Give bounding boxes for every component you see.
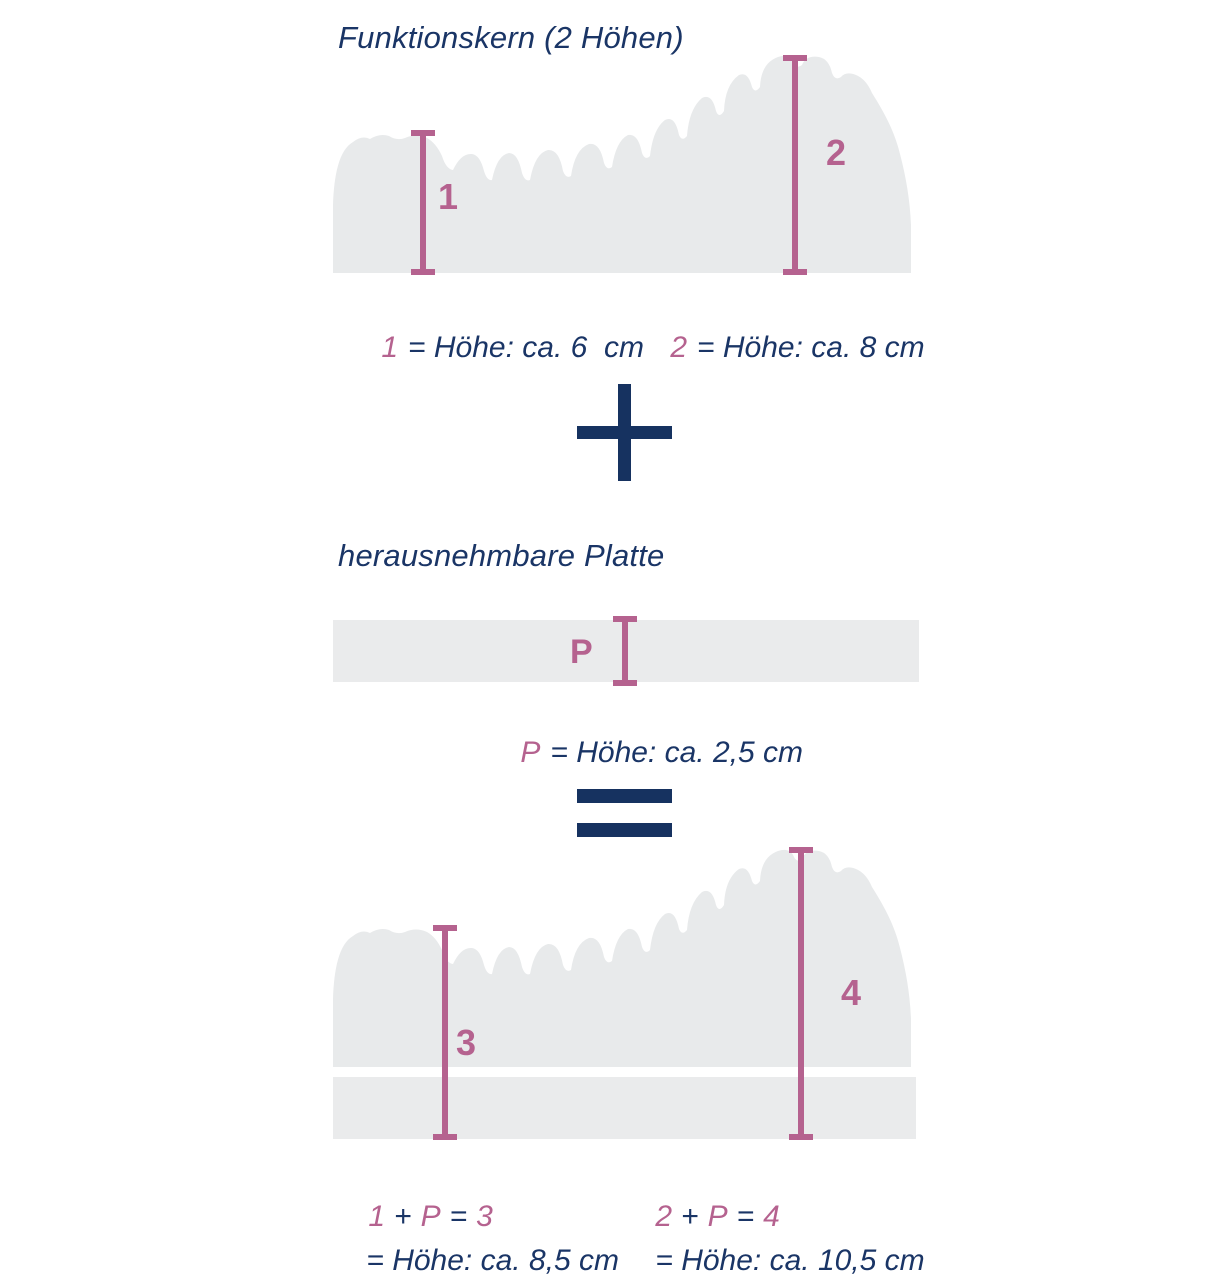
measurement-line-3 [433,925,457,1140]
result-height-2-text: = Höhe: ca. 10,5 cm [655,1244,925,1277]
pillow-result-shape [333,844,913,1067]
result-height-1-text: = Höhe: ca. 8,5 cm [366,1244,619,1277]
caption-height-p-text: = Höhe: ca. 2,5 cm [550,736,803,769]
equation-1-plus: + [394,1200,412,1233]
plate-section-title: herausnehmbare Platte [338,538,665,573]
plate-result-shape [333,1077,916,1139]
measurement-label-3: 3 [456,1022,477,1063]
result-height-2 [622,1210,925,1280]
measurement-line-2 [783,55,807,275]
caption-height-1-text: = Höhe: ca. 6 cm [408,331,644,364]
caption-height-2-text: = Höhe: ca. 8 cm [697,331,925,364]
result-height-1 [333,1210,619,1280]
equation-1-term-b: P [420,1200,441,1233]
equation-2-term-b: P [707,1200,728,1233]
core-section-title: Funktionskern (2 Höhen) [338,20,684,55]
equation-2-equals: = [736,1200,755,1233]
measurement-label-1: 1 [438,176,459,217]
measurement-line-4 [789,847,813,1140]
caption-height-1-number: 1 [381,331,399,364]
measurement-label-4: 4 [841,972,862,1013]
equation-2-term-a: 2 [655,1200,673,1233]
equation-1-equals: = [449,1200,468,1233]
equation-1-term-c: 3 [476,1200,493,1233]
caption-height-2-number: 2 [670,331,688,364]
measurement-line-1 [411,130,435,275]
equation-2-term-c: 4 [763,1200,780,1233]
equation-1-term-a: 1 [368,1200,386,1233]
caption-height-2 [637,297,925,399]
caption-height-p-number: P [520,736,541,769]
caption-height-1 [348,297,644,399]
measurement-label-2: 2 [826,132,847,173]
measurement-label-p: P [570,633,593,671]
equation-2-plus: + [681,1200,699,1233]
measurement-line-p [613,616,637,686]
